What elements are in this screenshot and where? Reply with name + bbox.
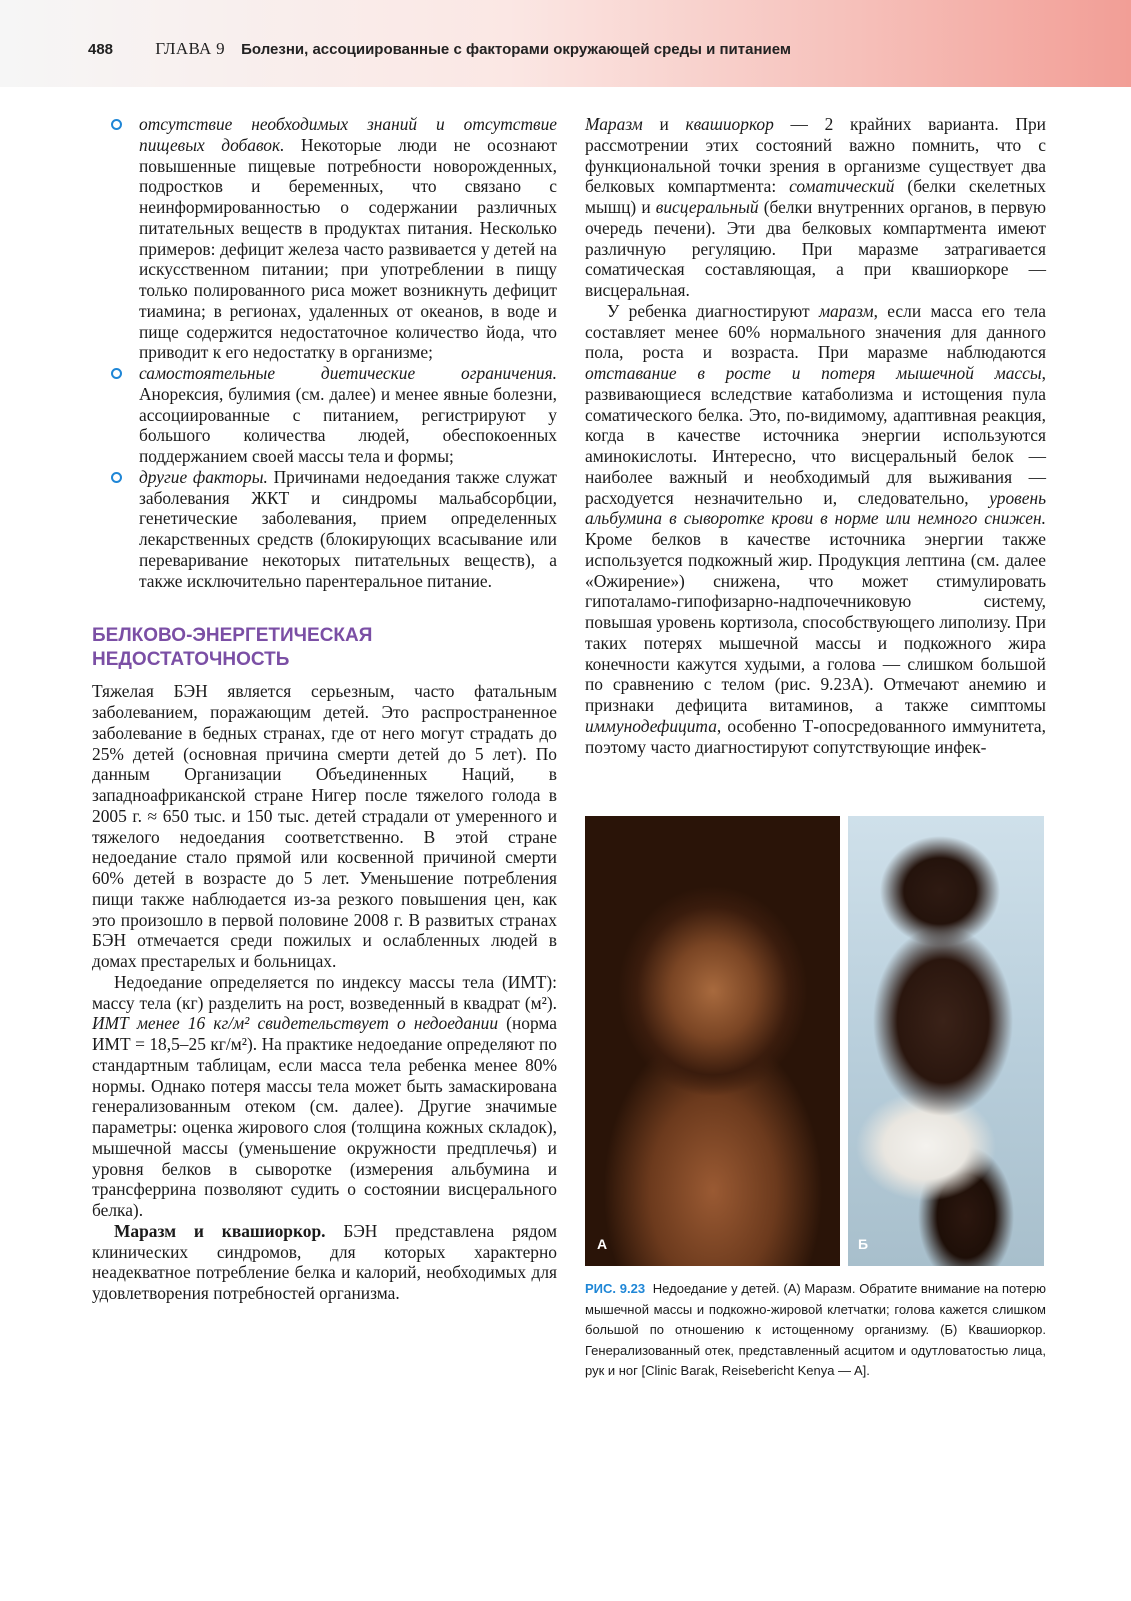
right-column	[585, 114, 1046, 757]
figure-photo-marasmus	[585, 816, 840, 1266]
text-run: , особенно Т-опосредованного иммунитета, поэтому часто диагностируют сопутствующие инфек-	[585, 715, 1046, 757]
text-run: и	[642, 114, 686, 134]
text-run: (белки скелетных мышц) и	[585, 176, 1046, 217]
chapter-title: Болезни, ассоциированные с факторами окружающей среды и питанием	[241, 41, 791, 58]
page-number: 488	[88, 41, 114, 58]
italic-run: квашиоркор	[685, 114, 774, 134]
bullet-term: отсутствие необходимых знаний и отсутствие пищевых добавок.	[139, 114, 557, 155]
bullet-text: Анорексия, булимия (см. далее) и менее явные болезни, ассоциированные с питанием, регистрируют у большого количества людей, обеспокоенных поддержанием своей массы тела и формы;	[139, 383, 557, 466]
text-run: Недоедание определяется по индексу массы тела (ИМТ): массу тела (кг) разделить на рост, возведенный в квадрат (м²).	[92, 971, 557, 1013]
bullet-circle-icon	[111, 368, 122, 379]
section-heading	[92, 624, 557, 672]
bullet-term: другие факторы.	[139, 466, 268, 487]
page-header	[0, 0, 1131, 87]
section-heading-line1: БЕЛКОВО-ЭНЕРГЕТИЧЕСКАЯ	[92, 625, 373, 647]
italic-run: уровень альбумина в сыворотке крови в норме или немного снижен.	[585, 487, 1046, 529]
text-run: БЭН представлена рядом клинических синдромов, для которых характерно неадекватное потребление белка и калорий, необходимых для удовлетворения потребностей организма.	[92, 1220, 557, 1303]
text-run: , если масса его тела составляет менее 60% нормального значения для данного пола, роста и возраста. При маразме наблюдаются	[585, 300, 1046, 363]
left-column	[92, 114, 557, 1304]
bold-run: Маразм и квашиоркор.	[114, 1220, 326, 1241]
italic-run: висцеральный	[655, 197, 759, 217]
text-run: , развивающиеся вследствие катаболизма и истощения пула соматического белка. Это, по-видимому, адаптивная реакция, когда в качестве источника энергии используются аминокислоты. Интересно, что висцеральный белок — наиболее важный и необходимый для выживания — расходуется незначительно и, следовательно,	[585, 363, 1046, 508]
bullet-circle-icon	[111, 472, 122, 483]
photo-label-a: А	[597, 1236, 608, 1252]
text-run: (белки внутренних органов, в первую очередь печени). Эти два белковых компартмента имеют различную регуляцию. При маразме затрагивается соматическая составляющая, а при квашиоркоре — висцеральная.	[585, 197, 1046, 300]
list-item	[92, 114, 557, 363]
bullet-term: самостоятельные диетические ограничения.	[139, 363, 557, 383]
paragraph	[585, 301, 1046, 758]
text-run: Кроме белков в качестве источника энергии также используется подкожный жир. Продукция лептина (см. далее «Ожирение») снижена, что может стимулировать гипоталамо-гипофизарно-надпочечниковую систему, повышая уровень кортизола, способствующего липолизу. При таких потерях мышечной массы и подкожного жира конечности кажутся худыми, а голова — слишком большой по сравнению с телом (рис. 9.23А). Отмечают анемию и признаки дефицита витаминов, а также симптомы	[585, 529, 1046, 715]
section-heading-line2: НЕДОСТАТОЧНОСТЬ	[92, 649, 290, 671]
italic-run: ИМТ менее 16 кг/м² свидетельствует о недоедании	[92, 1013, 499, 1034]
text-run: У ребенка диагностируют	[607, 300, 819, 321]
bullet-circle-icon	[111, 119, 122, 130]
paragraph	[585, 114, 1046, 301]
bullet-text: Причинами недоедания также служат заболевания ЖКТ и синдромы мальабсорбции, генетические заболевания, прием определенных лекарственных средств (блокирующих всасывание или переваривание некоторых питательных веществ), а также исключительно парентеральное питание.	[139, 466, 557, 591]
header-text	[88, 39, 791, 59]
bullet-text: Некоторые люди не осознают повышенные пищевые потребности новорожденных, подростков и беременных, что связано с неинформированностью о содержании различных питательных веществ в продуктах питания. Несколько примеров: дефицит железа часто развивается у детей на искусственном питании; при употреблении в пищу только полированного риса может возникнуть дефицит тиамина; в регионах, удаленных от океанов, в воде и пище содержится недостаточное количество йода, что приводит к его недостатку в организме;	[139, 134, 557, 363]
paragraph	[92, 1221, 557, 1304]
figure-caption-label: РИС. 9.23	[585, 1281, 646, 1296]
italic-run: иммунодефицита	[585, 715, 717, 736]
chapter-label: ГЛАВА 9	[155, 39, 225, 58]
list-item	[92, 467, 557, 592]
list-item	[92, 363, 557, 467]
figure-caption	[585, 1279, 1046, 1382]
text-run: (норма ИМТ = 18,5–25 кг/м²). На практике недоедание определяют по стандартным таблицам, если масса тела ребенка менее 80% нормы. Однако потеря массы тела может быть замаскирована генерализованным отеком (см. далее). Другие значимые параметры: оценка жирового слоя (толщина кожных складок), мышечной массы (уменьшение окружности предплечья) и уровня белков в сыворотке (измерения альбумина и трансферрина позволяют судить о состоянии висцерального белка).	[92, 1013, 557, 1220]
italic-run: соматический	[789, 176, 895, 197]
figure-caption-text: Недоедание у детей. (А) Маразм. Обратите внимание на потерю мышечной массы и подкожно-жировой клетчатки; голова кажется слишком большой по отношению к истощенному организму. (Б) Квашиоркор. Генерализованный отек, представленный асцитом и одутловатостью лица, рук и ног [Clinic Barak, Reisebericht Kenya — A].	[585, 1281, 1046, 1378]
paragraph	[92, 972, 557, 1221]
italic-run: Маразм	[585, 114, 643, 134]
italic-run: маразм	[818, 300, 874, 321]
photo-label-b: Б	[858, 1236, 869, 1252]
figure-photo-kwashiorkor	[848, 816, 1044, 1266]
italic-run: отставание в росте и потеря мышечной массы	[585, 363, 1042, 383]
text-run: — 2 крайних варианта. При рассмотрении этих состояний важно помнить, что с функциональной точки зрения в организме существует два белковых компартмента:	[585, 114, 1046, 197]
paragraph: Тяжелая БЭН является серьезным, часто фатальным заболеванием, поражающим детей. Это распространенное заболевание в бедных странах, где от него могут страдать до 25% детей (основная причина смерти детей до 5 лет). По данным Организации Объединенных Наций, в западноафриканской стране Нигер после тяжелого голода в 2005 г. ≈ 650 тыс. и 150 тыс. детей страдали от умеренного и тяжелого недоедания соответственно. В этой стране недоедание стало прямой или косвенной причиной смерти 60% детей в возрасте до 5 лет. Уменьшение потребления пищи также наблюдается из-за резкого повышения цен, как это произошло в первой половине 2008 г. В развитых странах БЭН отмечается среди пожилых и ослабленных людей в домах престарелых и больницах.	[92, 681, 557, 971]
